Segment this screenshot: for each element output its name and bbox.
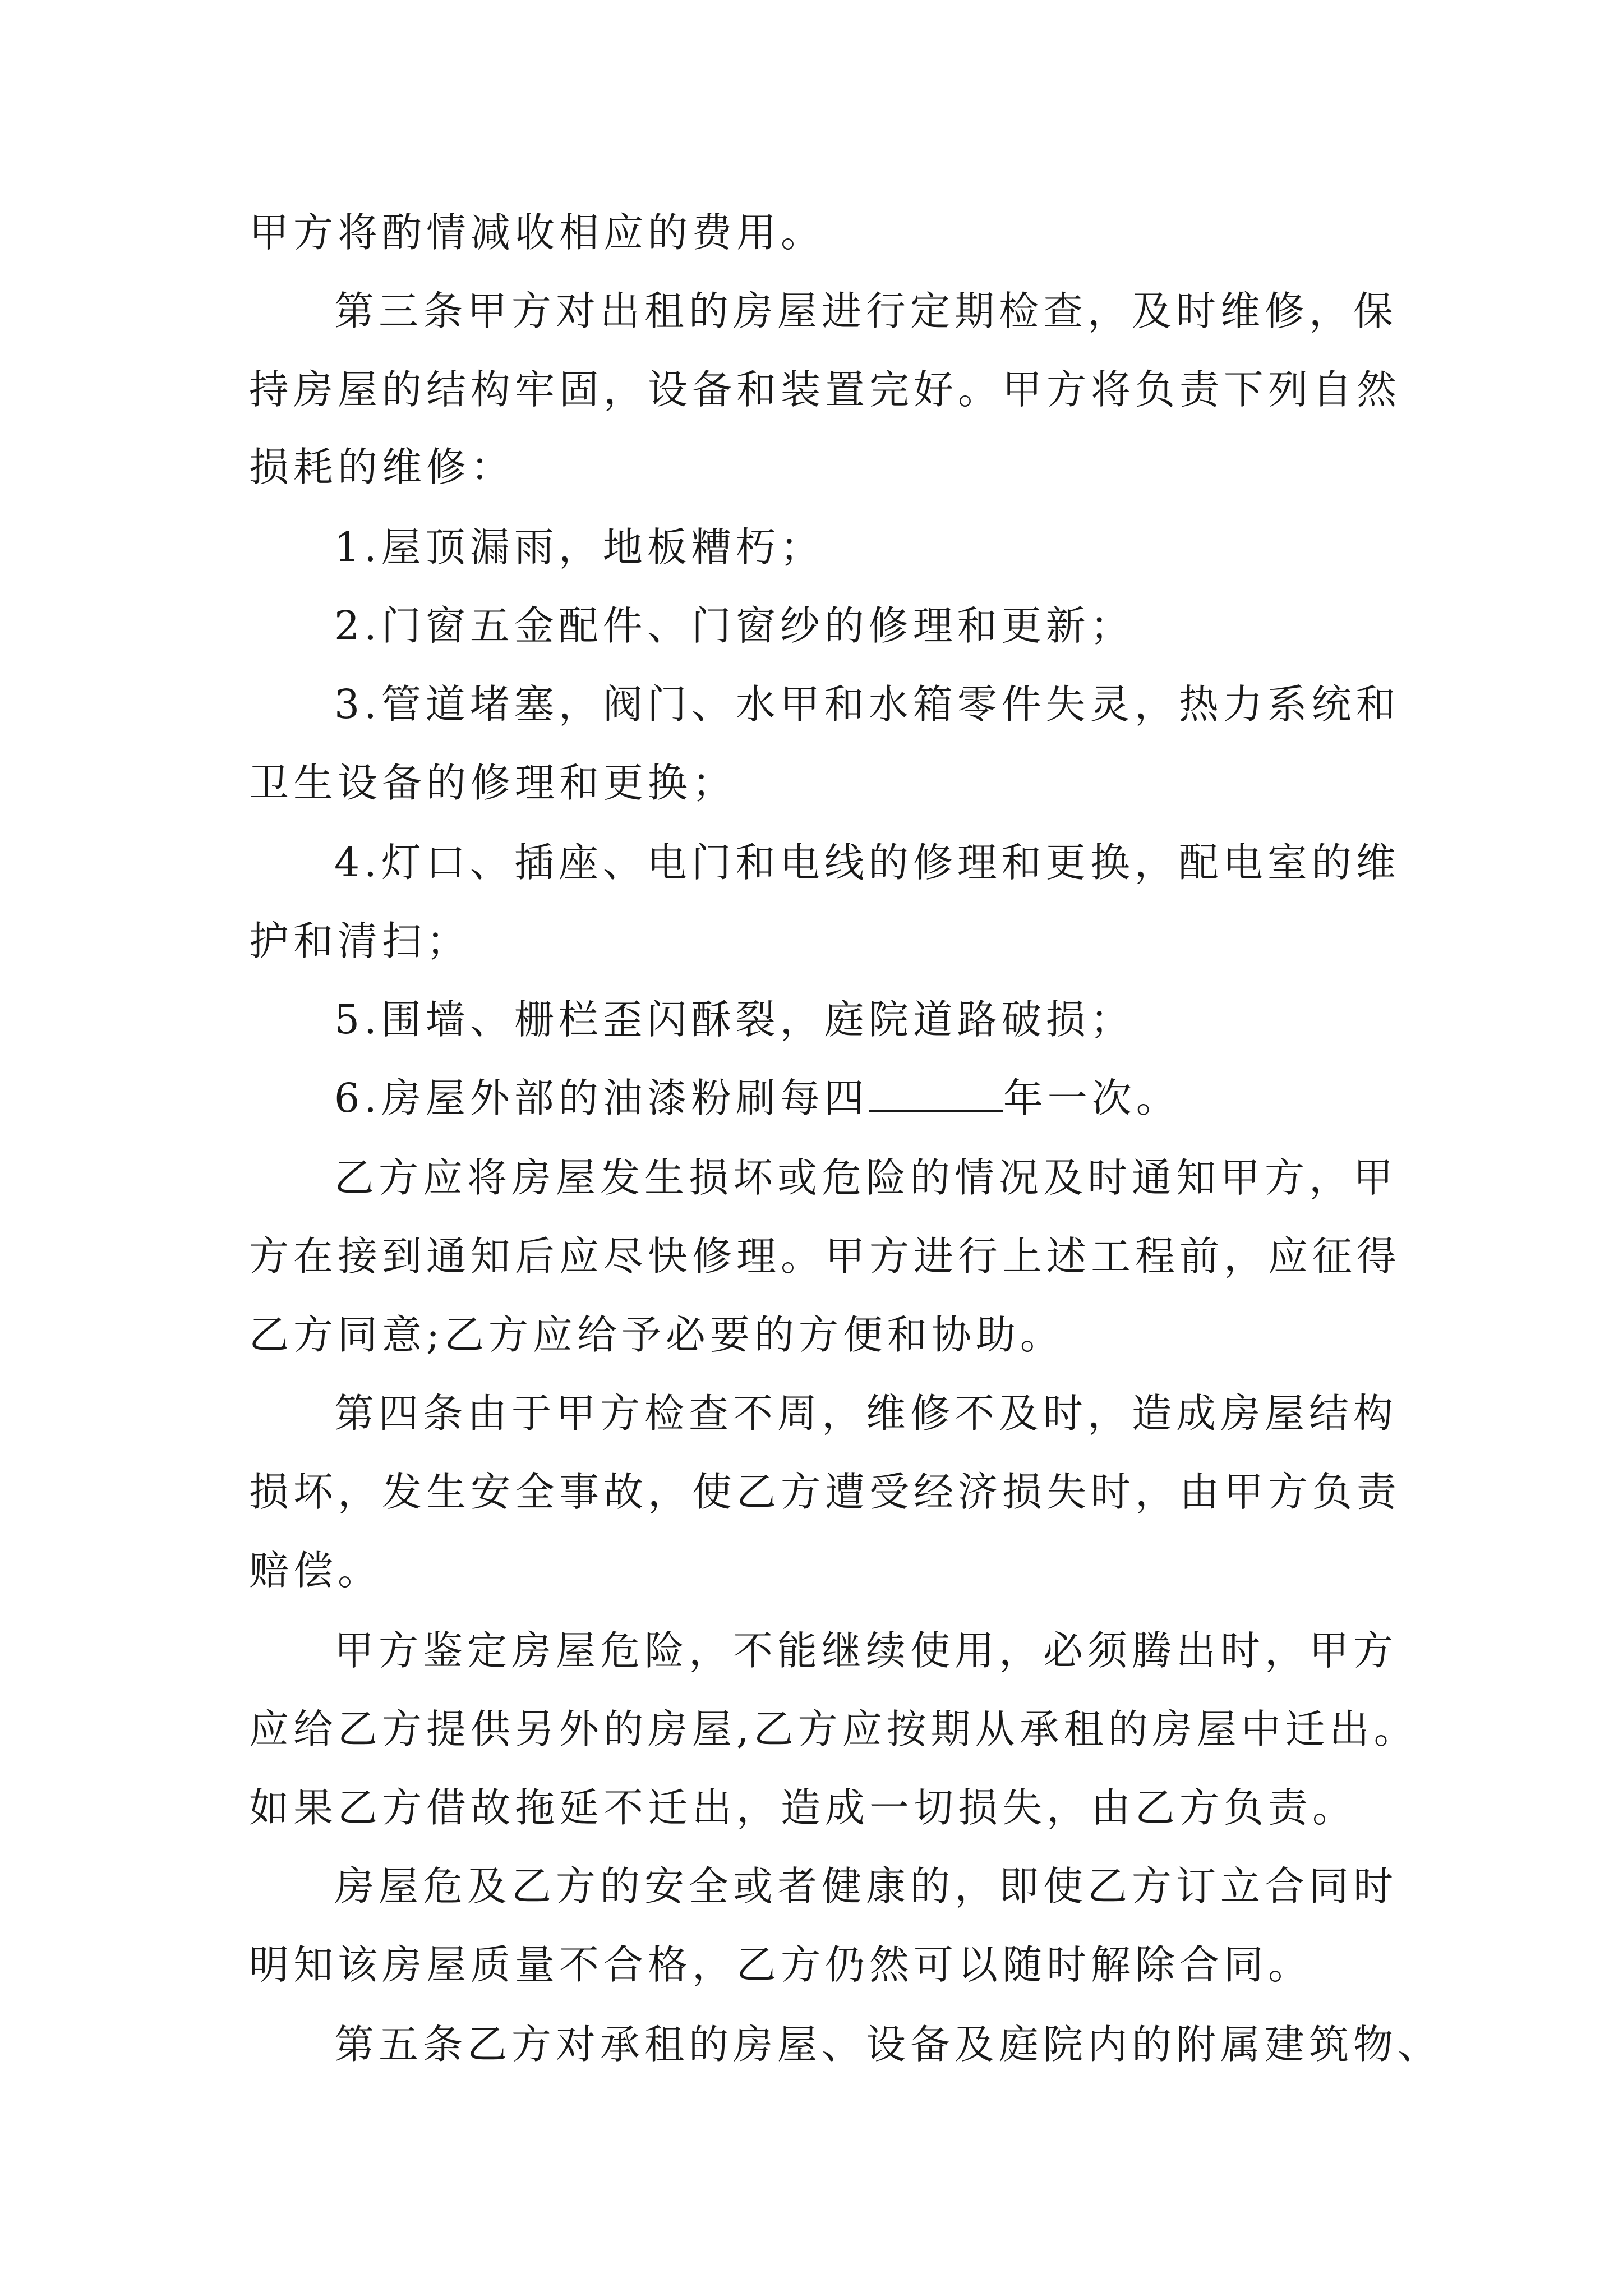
text-line: 第四条由于甲方检查不周，维修不及时，造成房屋结构 — [334, 1390, 1398, 1437]
text-line: 损坏，发生安全事故，使乙方遭受经济损失时，由甲方负责 — [249, 1469, 1401, 1515]
text-line: 如果乙方借故拖延不迁出，造成一切损失，由乙方负责。 — [249, 1784, 1357, 1831]
list-item: 5.围墙、栅栏歪闪酥裂，庭院道路破损； — [334, 996, 1135, 1043]
text-line: 甲方将酌情减收相应的费用。 — [249, 209, 826, 256]
list-item-text: 6.房屋外部的油漆粉刷每四 — [334, 1075, 869, 1121]
list-item: 4.灯口、插座、电门和电线的修理和更换，配电室的维 — [334, 839, 1400, 886]
text-line: 应给乙方提供另外的房屋,乙方应按期从承租的房屋中迁出。 — [249, 1706, 1418, 1752]
text-line: 护和清扫； — [249, 918, 471, 964]
text-line: 方在接到通知后应尽快修理。甲方进行上述工程前，应征得 — [249, 1233, 1401, 1280]
text-line: 赔偿。 — [249, 1547, 382, 1594]
text-line: 第五条乙方对承租的房屋、设备及庭院内的附属建筑物、 — [334, 2021, 1442, 2068]
list-item: 1.屋顶漏雨，地板糟朽； — [334, 524, 824, 570]
list-item: 2.门窗五金配件、门窗纱的修理和更新； — [334, 602, 1135, 649]
text-line: 明知该房屋质量不合格，乙方仍然可以随时解除合同。 — [249, 1941, 1313, 1988]
text-line: 损耗的维修： — [249, 444, 515, 490]
text-line: 第三条甲方对出租的房屋进行定期检查，及时维修，保 — [334, 288, 1398, 334]
text-line: 房屋危及乙方的安全或者健康的，即使乙方订立合同时 — [334, 1863, 1398, 1910]
blank-field — [869, 1076, 1003, 1112]
list-item-text: 年一次。 — [1003, 1075, 1181, 1121]
list-item — [334, 1070, 1467, 1126]
text-line: 乙方应将房屋发生损坏或危险的情况及时通知甲方，甲 — [334, 1154, 1398, 1201]
text-line: 持房屋的结构牢固，设备和装置完好。甲方将负责下列自然 — [249, 366, 1401, 413]
text-line: 卫生设备的修理和更换； — [249, 760, 737, 806]
text-line: 甲方鉴定房屋危险，不能继续使用，必须腾出时，甲方 — [334, 1627, 1398, 1674]
text-line: 乙方同意;乙方应给予必要的方便和协助。 — [249, 1312, 1064, 1358]
list-item: 3.管道堵塞，阀门、水甲和水箱零件失灵，热力系统和 — [334, 681, 1400, 728]
